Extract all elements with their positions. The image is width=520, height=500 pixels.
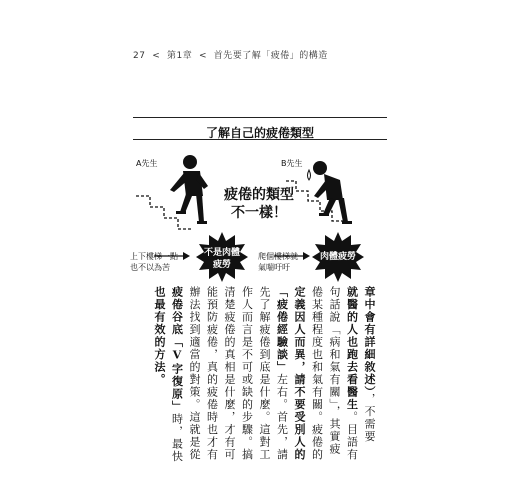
body-text-run: 能預防疲倦，真的疲倦時也才有 xyxy=(205,286,219,461)
body-text-run: 作人而言是不可或缺的步驟。搞 xyxy=(240,286,254,461)
person-b-figure xyxy=(313,161,352,224)
body-text-run: 先了解疲倦到底是什麼。這對工 xyxy=(258,286,271,461)
page-number: 27 xyxy=(133,51,146,61)
note-b-line: 氣喘吁吁 xyxy=(258,263,290,272)
figure-title: 了解自己的疲倦類型 xyxy=(205,126,314,140)
text-column xyxy=(255,286,273,461)
body-text-run: 。目語有 xyxy=(345,411,359,461)
text-column xyxy=(273,286,291,461)
center-message-line: 不一樣！ xyxy=(231,205,287,221)
text-column xyxy=(325,286,343,456)
burst-label-b xyxy=(314,251,362,263)
text-column xyxy=(150,286,168,386)
body-text-run: 倦某種程度也和氣有關。疲倦的 xyxy=(310,286,324,461)
emphasis-text: 定義因人而異，請不要受別人的 xyxy=(293,286,306,461)
note-a-line: 也不以為苦 xyxy=(130,263,170,272)
text-column xyxy=(360,286,378,443)
note-a-line: 上下樓梯一點 xyxy=(130,252,178,261)
body-text-run: 左右。首先，請 xyxy=(275,373,289,461)
burst-label-line: 肉體疲勞 xyxy=(319,252,356,262)
note-b-line: 爬個樓梯就 xyxy=(258,252,298,261)
text-column xyxy=(185,286,203,461)
header-separator: < xyxy=(198,51,207,61)
text-column xyxy=(168,286,186,463)
center-message-line: 疲倦的類型 xyxy=(224,187,294,203)
note-b xyxy=(258,251,298,273)
emphasis-text: 「疲倦經驗談」 xyxy=(275,286,289,374)
body-text-run: 句話說「病和氣有關」，其實疲 xyxy=(328,286,341,456)
text-column xyxy=(308,286,326,461)
emphasis-text: 也最有效的方法。 xyxy=(153,286,166,386)
text-column xyxy=(290,286,308,461)
text-column xyxy=(220,286,238,461)
emphasis-text: 就醫的人也跑去看醫生 xyxy=(345,286,359,411)
person-a-label: A先生 xyxy=(136,159,158,168)
burst-label-a xyxy=(200,247,244,271)
burst-label-line: 疲勞 xyxy=(212,260,231,270)
body-text-run: 清楚疲倦的真相是什麼，才有可 xyxy=(223,286,236,461)
body-text-run: 辦法找到適當的對策。這就是從 xyxy=(188,286,201,461)
header-separator: < xyxy=(152,51,161,61)
note-a xyxy=(130,251,178,273)
burst-label-line: 不是肉體 xyxy=(203,248,240,258)
text-column xyxy=(343,286,361,461)
emphasis-text: 疲倦谷底「V字復原」 xyxy=(170,286,184,413)
person-b-label: B先生 xyxy=(281,159,303,168)
text-column xyxy=(238,286,256,461)
chapter-label: 第1章 xyxy=(166,51,193,61)
emphasis-text: 章中會有詳細敘述） xyxy=(363,286,376,393)
body-text-run: ，不需要 xyxy=(363,393,376,443)
body-text-run: 時，最快 xyxy=(170,413,184,463)
chapter-title: 首先要了解「疲倦」的構造 xyxy=(213,51,328,61)
text-column xyxy=(203,286,221,461)
center-message xyxy=(214,186,304,222)
sweat-drop-icon xyxy=(308,170,311,180)
person-a-figure xyxy=(170,155,208,224)
